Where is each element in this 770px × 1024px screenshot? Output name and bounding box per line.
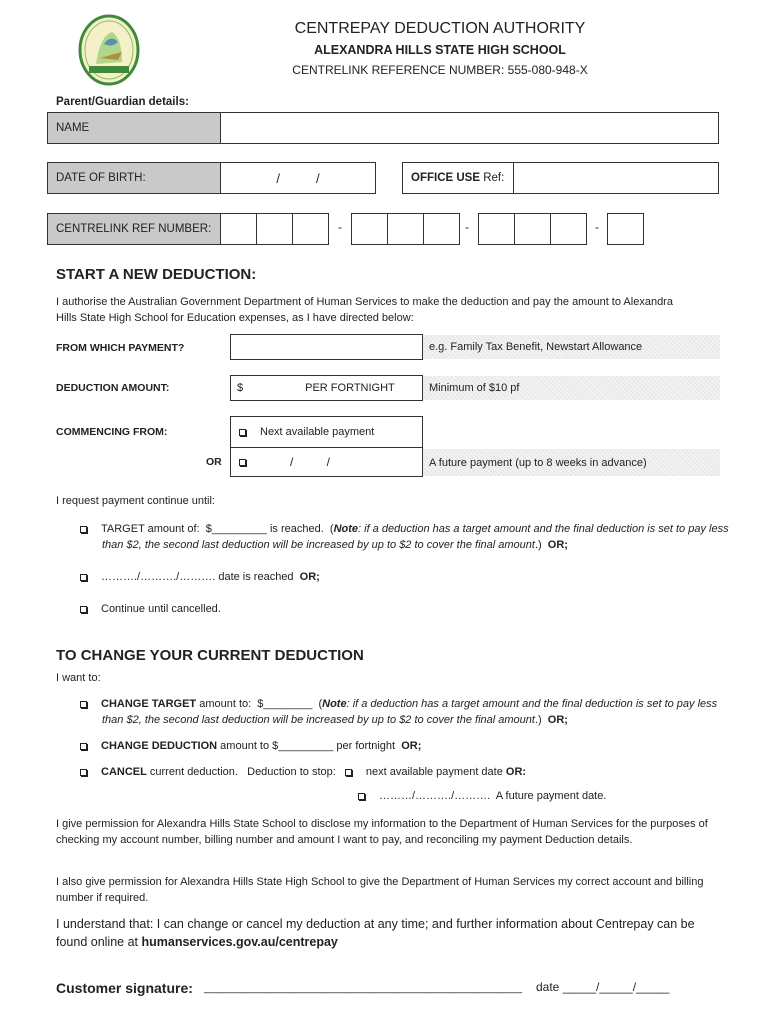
permission-paragraph-1: I give permission for Alexandra Hills State School to disclose my information to the Department of Human Services for the purposes of checking my account number, billing number and amount I want to pay, and reconciling my payment Deduction details. [56,818,708,846]
date-reached-or: OR; [299,571,320,583]
date-reached-checkbox[interactable] [80,574,87,581]
stop-future-checkbox[interactable] [358,793,365,800]
amount-hint [423,376,720,400]
target-amount-option [80,521,740,553]
school-name: ALEXANDRA HILLS STATE HIGH SCHOOL [314,43,566,57]
crn-digit-6[interactable] [423,213,460,245]
change-target-c: .) [534,714,548,726]
office-use-ref: Ref: [480,172,505,184]
future-date-checkbox[interactable] [239,459,246,466]
stop-future-text: ………/………./………. A future payment date. [379,790,607,802]
crn-digit-2[interactable] [256,213,293,245]
future-hint [423,449,720,476]
amount-label: DEDUCTION AMOUNT: [56,382,170,394]
target-text-a: TARGET amount of: $_________ is reached. ( [101,523,334,535]
signature-line[interactable]: ____________________________________________________ [204,982,523,994]
continue-cancelled-checkbox[interactable] [80,606,87,613]
name-label [47,112,221,144]
guardian-heading: Parent/Guardian details: [56,96,189,108]
signature-date[interactable]: date _____/_____/_____ [536,980,670,994]
dollar-sign: $ [237,382,244,394]
crn-digit-9[interactable] [550,213,587,245]
change-target-option [80,696,740,728]
crn-digit-8[interactable] [514,213,551,245]
cancel-bold: CANCEL [101,766,147,778]
dob-separator: / / [276,170,320,186]
continue-until-text: I request payment continue until: [56,495,215,507]
stop-next-payment-checkbox[interactable] [345,769,352,776]
form-title: CENTREPAY DEDUCTION AUTHORITY [294,20,586,37]
crn-digit-5[interactable] [387,213,424,245]
crn-dash-3: - [595,220,599,234]
crn-dash-2: - [465,220,469,234]
understand-paragraph [56,915,726,951]
next-payment-checkbox[interactable] [239,429,246,436]
change-target-note: Note [322,698,347,710]
crn-dash-1: - [338,220,342,234]
office-use-input[interactable] [513,162,719,194]
amount-input[interactable] [230,375,423,401]
crn-digit-1[interactable] [220,213,257,245]
cancel-checkbox[interactable] [80,769,87,776]
name-input[interactable] [220,112,719,144]
change-target-a: amount to: $________ ( [196,698,323,710]
crn-digit-3[interactable] [292,213,329,245]
commencing-label: COMMENCING FROM: [56,426,168,438]
future-date-option[interactable] [230,447,423,477]
payment-hint [423,335,720,359]
change-target-bold: CHANGE TARGET [101,698,197,710]
change-target-checkbox[interactable] [80,701,87,708]
next-payment-option[interactable] [230,416,423,448]
stop-next-payment-text: next available payment date [365,766,506,778]
stop-next-payment-or: OR: [505,766,527,778]
centrepay-link[interactable]: humanservices.gov.au/centrepay [141,935,338,949]
change-amount-option [80,738,740,754]
change-target-or: OR; [547,714,568,726]
or-label: OR [206,456,222,468]
payment-input[interactable] [230,334,423,360]
office-use-label [402,162,514,194]
date-reached-option [80,569,740,585]
continue-cancelled-option [80,601,740,617]
target-note: Note [333,523,359,535]
change-amount-or: OR; [401,740,422,752]
cancel-option [80,764,740,780]
cancel-text: current deduction. Deduction to stop: [146,766,336,778]
start-deduction-heading: START A NEW DEDUCTION: [56,266,257,283]
per-fortnight-text: PER FORTNIGHT [305,382,395,394]
authorise-text: I authorise the Australian Government Department of Human Services to make the deduction and pay the amount to Alexandra Hills State High School for Education expenses, as I have directed below: [56,296,673,324]
understand-text: I understand that: I can change or cancel my deduction at any time; and further information about Centrepay can be found online at [56,917,695,949]
next-payment-text: Next available payment [260,426,375,438]
change-amount-checkbox[interactable] [80,743,87,750]
target-text-b: : if a deduction has a target amount and the final deduction is set to pay less than $2, the second last deduction will be increased by up to $2 to cover the final amount [102,523,729,551]
change-amount-bold: CHANGE DEDUCTION [101,740,218,752]
payment-hint-text: e.g. Family Tax Benefit, Newstart Allowance [429,341,643,353]
crn-digit-7[interactable] [478,213,515,245]
payment-label: FROM WHICH PAYMENT? [56,342,185,354]
permission-paragraph-2: I also give permission for Alexandra Hills State High School to give the Department of Human Services my correct account and billing number if required. [56,876,704,904]
change-target-b: : if a deduction has a target amount and the final deduction is set to pay less than $2, the second last deduction will be increased by up to $2 to cover the final amount [102,698,718,726]
i-want-text: I want to: [56,672,101,684]
change-amount-text: amount to $_________ per fortnight [217,740,402,752]
target-or: OR; [547,539,568,551]
continue-cancelled-text: Continue until cancelled. [101,603,221,615]
crn-check-letter[interactable] [607,213,644,245]
office-use-bold: OFFICE USE [411,172,481,184]
centrelink-reference: CENTRELINK REFERENCE NUMBER: 555-080-948-X [292,63,588,77]
signature-label: Customer signature: [56,980,193,996]
crn-label-text: CENTRELINK REF NUMBER: [56,223,212,235]
amount-hint-text: Minimum of $10 pf [429,382,520,394]
dob-label-text: DATE OF BIRTH: [56,172,146,184]
name-label-text: NAME [56,122,90,134]
school-crest-logo [78,14,140,86]
target-amount-checkbox[interactable] [80,526,87,533]
crn-label [47,213,221,245]
crn-digit-4[interactable] [351,213,388,245]
stop-future-option [358,790,606,802]
change-deduction-heading: TO CHANGE YOUR CURRENT DEDUCTION [56,647,364,664]
future-hint-text: A future payment (up to 8 weeks in advance) [429,456,647,469]
dob-label [47,162,221,194]
dob-input[interactable] [220,162,376,194]
date-reached-text: ………./………./………. date is reached [101,571,300,583]
future-date-sep: / / [290,455,331,469]
target-text-c: .) [534,539,548,551]
